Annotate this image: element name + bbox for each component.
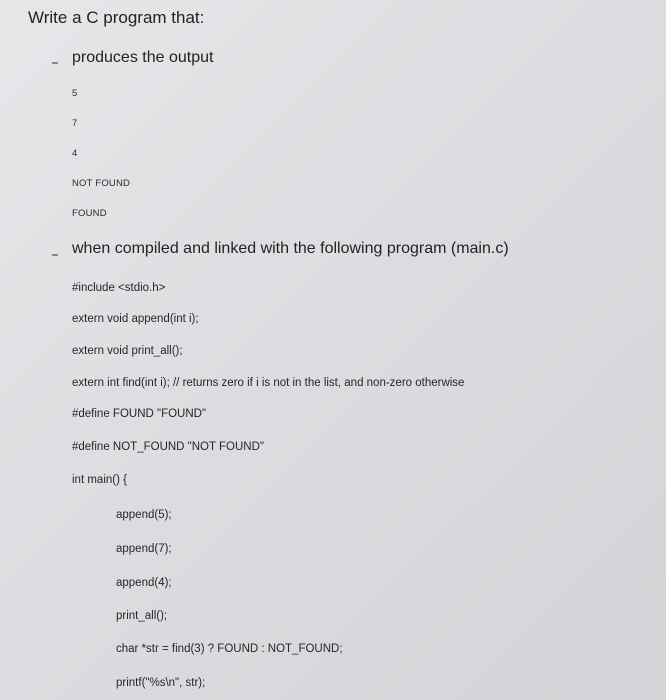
output-line-2: 7 (72, 118, 78, 129)
output-line-3: 4 (72, 148, 78, 159)
list-bullet-2 (52, 254, 58, 256)
code-line-7: int main() { (72, 474, 127, 486)
code-line-12: char *str = find(3) ? FOUND : NOT_FOUND; (116, 643, 343, 655)
code-line-6: #define NOT_FOUND "NOT FOUND" (72, 441, 264, 453)
page-title: Write a C program that: (28, 8, 205, 27)
code-line-9: append(7); (116, 543, 172, 555)
code-line-13: printf("%s\n", str); (116, 677, 206, 689)
code-line-10: append(4); (116, 577, 172, 589)
code-line-4: extern int find(int i); // returns zero if i is not in the list, and non-zero otherwise (72, 377, 465, 389)
item1-heading: produces the output (72, 49, 214, 66)
list-bullet-1 (52, 62, 58, 64)
item2-heading: when compiled and linked with the following program (main.c) (72, 240, 509, 257)
output-line-5: FOUND (72, 208, 107, 219)
code-line-2: extern void append(int i); (72, 313, 199, 325)
code-line-11: print_all(); (116, 610, 168, 622)
code-line-5: #define FOUND "FOUND" (72, 408, 207, 420)
code-line-1: #include <stdio.h> (72, 282, 166, 294)
code-line-3: extern void print_all(); (72, 345, 183, 357)
output-line-4: NOT FOUND (72, 178, 131, 189)
output-line-1: 5 (72, 88, 78, 99)
code-line-8: append(5); (116, 509, 172, 521)
